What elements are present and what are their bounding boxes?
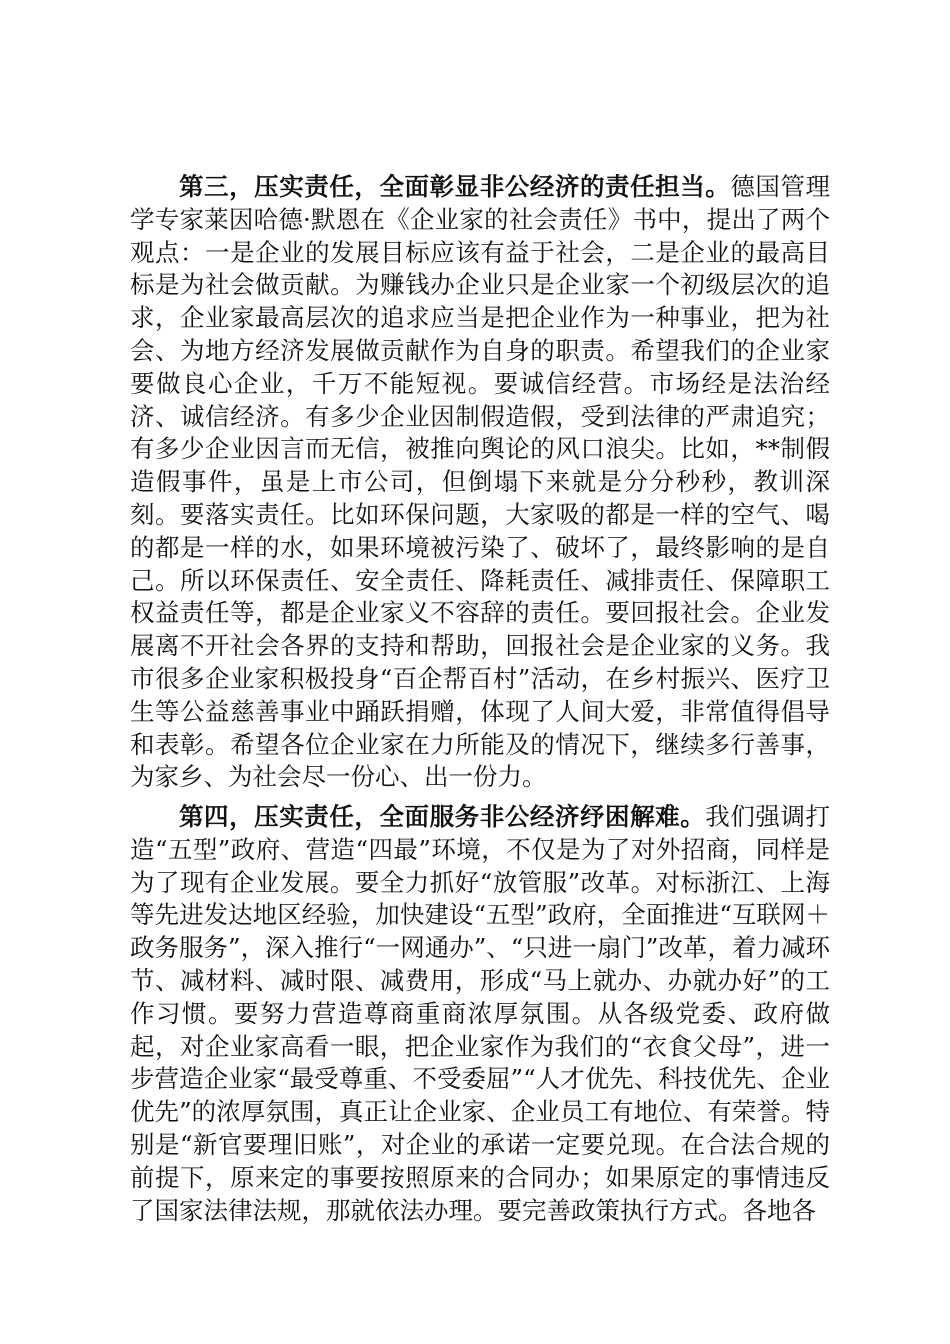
paragraph-heading: 第四，压实责任，全面服务非公经济纾困解难。 [179, 802, 706, 831]
paragraph-body: 德国管理学专家莱因哈德·默恩在《企业家的社会责任》书中，提出了两个观点：一是企业的发展目标应该有益于社会，二是企业的最高目标是为社会做贡献。为赚钱办企业只是企业家一个初级层次的追求，企业家最高层次的追求应当是把企业作为一种事业，把为社会、为地方经济发展做贡献作为自身的职责。希望我们的企业家要做良心企业，千万不能短视。要诚信经营。市场经是法治经济、诚信经济。有多少企业因制假造假，受到法律的严肃追究；有多少企业因言而无信，被推向舆论的风口浪尖。比如，**制假造假事件，虽是上市公司，但倒塌下来就是分分秒秒，教训深刻。要落实责任。比如环保问题，大家吸的都是一样的空气、喝的都是一样的水，如果环境被污染了、破坏了，最终影响的是自己。所以环保责任、安全责任、降耗责任、减排责任、保障职工权益责任等，都是企业家义不容辞的责任。要回报社会。企业发展离不开社会各界的支持和帮助，回报社会是企业家的义务。我市很多企业家积极投身“百企帮百村”活动，在乡村振兴、医疗卫生等公益慈善事业中踊跃捐赠，体现了人间大爱，非常值得倡导和表彰。希望各位企业家在力所能及的情况下，继续多行善事，为家乡、为社会尽一份心、出一份力。 [130, 172, 831, 792]
paragraph-heading: 第三，压实责任，全面彰显非公经济的责任担当。 [179, 172, 731, 201]
paragraph-body: 我们强调打造“五型”政府、营造“四最”环境，不仅是为了对外招商，同样是为了现有企业发展。要全力抓好“放管服”改革。对标浙江、上海等先进发达地区经验，加快建设“五型”政府，全面推进“互联网＋政务服务”，深入推行“一网通办”、“只进一扇门”改革，着力减环节、减材料、减时限、减费用，形成“马上就办、办就办好”的工作习惯。要努力营造尊商重商浓厚氛围。从各级党委、政府做起，对企业家高看一眼，把企业家作为我们的“衣食父母”，进一步营造企业家“最受尊重、不受委屈”“人才优先、科技优先、企业优先”的浓厚氛围，真正让企业家、企业员工有地位、有荣誉。特别是“新官要理旧账”，对企业的承诺一定要兑现。在合法合规的前提下，原来定的事要按照原来的合同办；如果原定的事情违反了国家法律法规，那就依法办理。要完善政策执行方式。各地各 [130, 802, 831, 1225]
paragraph-fourth [130, 801, 830, 1227]
paragraph-third [130, 171, 830, 794]
